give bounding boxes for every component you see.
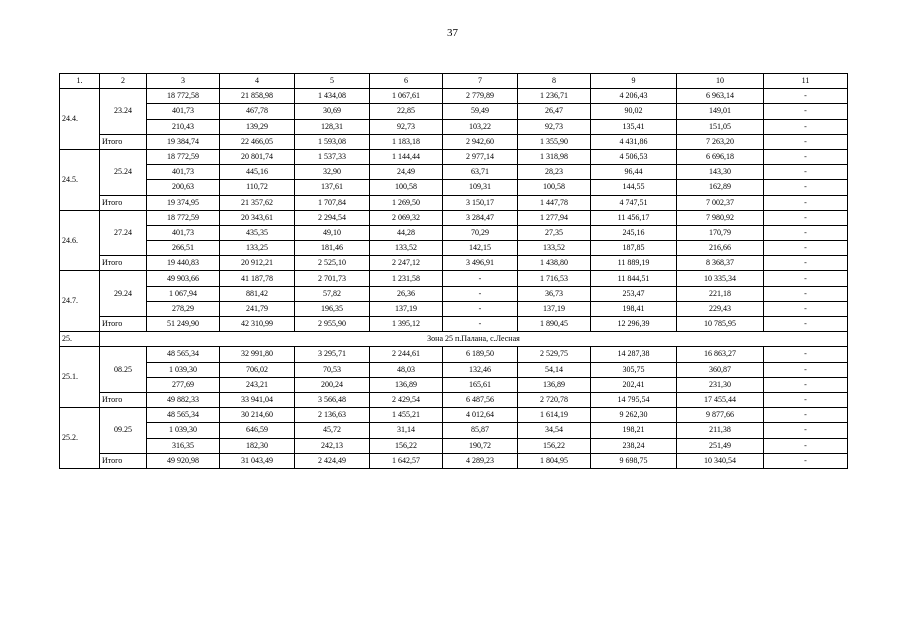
value-cell: 92,73 xyxy=(518,119,591,134)
header-cell: 1. xyxy=(60,74,100,89)
value-cell: 200,63 xyxy=(147,180,220,195)
total-cell: 1 890,45 xyxy=(518,317,591,332)
value-cell: 143,30 xyxy=(677,165,764,180)
total-cell: 33 941,04 xyxy=(220,392,295,407)
value-cell: 92,73 xyxy=(370,119,443,134)
value-cell: 2 244,61 xyxy=(370,347,443,362)
value-cell: 1 144,44 xyxy=(370,149,443,164)
value-cell: 133,25 xyxy=(220,241,295,256)
value-cell: 137,19 xyxy=(370,301,443,316)
value-cell: 435,35 xyxy=(220,225,295,240)
value-cell: 44,28 xyxy=(370,225,443,240)
total-label: Итого xyxy=(100,392,147,407)
table-row xyxy=(60,408,848,423)
table-row xyxy=(60,89,848,104)
value-cell: 14 287,38 xyxy=(591,347,677,362)
total-cell: 7 263,20 xyxy=(677,134,764,149)
total-cell: 3 150,17 xyxy=(443,195,518,210)
value-cell: - xyxy=(764,89,848,104)
value-cell: 198,21 xyxy=(591,423,677,438)
tariff-table xyxy=(59,73,848,469)
value-cell: 128,31 xyxy=(295,119,370,134)
total-cell: 11 889,19 xyxy=(591,256,677,271)
value-cell: 278,29 xyxy=(147,301,220,316)
value-cell: 18 772,58 xyxy=(147,89,220,104)
value-cell: 646,59 xyxy=(220,423,295,438)
value-cell: 165,61 xyxy=(443,377,518,392)
total-label: Итого xyxy=(100,453,147,468)
table-row xyxy=(60,180,848,195)
total-cell: 2 720,78 xyxy=(518,392,591,407)
value-cell: 32,90 xyxy=(295,165,370,180)
total-cell: 42 310,99 xyxy=(220,317,295,332)
value-cell: 26,36 xyxy=(370,286,443,301)
total-cell: 22 466,05 xyxy=(220,134,295,149)
total-cell: 1 593,08 xyxy=(295,134,370,149)
value-cell: 253,47 xyxy=(591,286,677,301)
total-row xyxy=(60,256,848,271)
value-cell: 360,87 xyxy=(677,362,764,377)
total-cell: - xyxy=(764,453,848,468)
group-code: 25.2. xyxy=(60,408,100,469)
value-cell: 109,31 xyxy=(443,180,518,195)
value-cell: 445,16 xyxy=(220,165,295,180)
header-cell: 2 xyxy=(100,74,147,89)
value-cell: 229,43 xyxy=(677,301,764,316)
value-cell: 6 963,14 xyxy=(677,89,764,104)
total-cell: - xyxy=(764,392,848,407)
table-row xyxy=(60,165,848,180)
value-cell: 221,18 xyxy=(677,286,764,301)
total-cell: 49 882,33 xyxy=(147,392,220,407)
zone-title: Зона 25 п.Палана, с.Лесная xyxy=(100,332,848,347)
value-cell: - xyxy=(764,104,848,119)
total-row xyxy=(60,317,848,332)
table-row xyxy=(60,225,848,240)
value-cell: 149,01 xyxy=(677,104,764,119)
group-code: 24.7. xyxy=(60,271,100,332)
value-cell: 242,13 xyxy=(295,438,370,453)
value-cell: 156,22 xyxy=(370,438,443,453)
total-cell: 2 942,60 xyxy=(443,134,518,149)
value-cell: 137,19 xyxy=(518,301,591,316)
value-cell: 26,47 xyxy=(518,104,591,119)
value-cell: 316,35 xyxy=(147,438,220,453)
total-label: Итого xyxy=(100,256,147,271)
header-cell: 10 xyxy=(677,74,764,89)
value-cell: 24,49 xyxy=(370,165,443,180)
value-cell: - xyxy=(443,271,518,286)
table-row xyxy=(60,241,848,256)
total-cell: 1 183,18 xyxy=(370,134,443,149)
header-cell: 5 xyxy=(295,74,370,89)
header-cell: 11 xyxy=(764,74,848,89)
table-row xyxy=(60,438,848,453)
value-cell: 1 067,61 xyxy=(370,89,443,104)
total-label: Итого xyxy=(100,134,147,149)
value-cell: 1 236,71 xyxy=(518,89,591,104)
value-cell: 706,02 xyxy=(220,362,295,377)
value-cell: 1 716,53 xyxy=(518,271,591,286)
value-cell: 27,35 xyxy=(518,225,591,240)
value-cell: 137,61 xyxy=(295,180,370,195)
value-cell: 133,52 xyxy=(370,241,443,256)
value-cell: - xyxy=(764,408,848,423)
value-cell: 277,69 xyxy=(147,377,220,392)
value-cell: 16 863,27 xyxy=(677,347,764,362)
value-cell: 181,46 xyxy=(295,241,370,256)
total-cell: 1 804,95 xyxy=(518,453,591,468)
value-cell: 132,46 xyxy=(443,362,518,377)
value-cell: 198,41 xyxy=(591,301,677,316)
total-cell: 1 355,90 xyxy=(518,134,591,149)
group-sub: 25.24 xyxy=(100,149,147,195)
value-cell: 401,73 xyxy=(147,225,220,240)
value-cell: 4 206,43 xyxy=(591,89,677,104)
group-code: 24.6. xyxy=(60,210,100,271)
total-cell: 12 296,39 xyxy=(591,317,677,332)
zone-code: 25. xyxy=(60,332,100,347)
value-cell: 7 980,92 xyxy=(677,210,764,225)
value-cell: 49,10 xyxy=(295,225,370,240)
total-cell: 1 447,78 xyxy=(518,195,591,210)
value-cell: 103,22 xyxy=(443,119,518,134)
value-cell: 1 039,30 xyxy=(147,423,220,438)
value-cell: 6 189,50 xyxy=(443,347,518,362)
value-cell: 1 231,58 xyxy=(370,271,443,286)
value-cell: 881,42 xyxy=(220,286,295,301)
value-cell: - xyxy=(764,241,848,256)
value-cell: 54,14 xyxy=(518,362,591,377)
value-cell: 241,79 xyxy=(220,301,295,316)
value-cell: 70,53 xyxy=(295,362,370,377)
value-cell: 6 696,18 xyxy=(677,149,764,164)
table-row xyxy=(60,149,848,164)
value-cell: 3 284,47 xyxy=(443,210,518,225)
value-cell: - xyxy=(764,377,848,392)
header-cell: 4 xyxy=(220,74,295,89)
total-cell: 2 955,90 xyxy=(295,317,370,332)
table-row xyxy=(60,286,848,301)
value-cell: 144,55 xyxy=(591,180,677,195)
value-cell: 48 565,34 xyxy=(147,408,220,423)
value-cell: 2 294,54 xyxy=(295,210,370,225)
value-cell: - xyxy=(764,165,848,180)
table-row xyxy=(60,271,848,286)
total-cell: 4 747,51 xyxy=(591,195,677,210)
group-sub: 27.24 xyxy=(100,210,147,256)
value-cell: 1 318,98 xyxy=(518,149,591,164)
total-label: Итого xyxy=(100,317,147,332)
value-cell: 1 039,30 xyxy=(147,362,220,377)
value-cell: 170,79 xyxy=(677,225,764,240)
total-cell: 1 438,80 xyxy=(518,256,591,271)
total-cell: 31 043,49 xyxy=(220,453,295,468)
value-cell: - xyxy=(764,225,848,240)
table-row xyxy=(60,347,848,362)
total-cell: - xyxy=(764,134,848,149)
value-cell: 162,89 xyxy=(677,180,764,195)
value-cell: 70,29 xyxy=(443,225,518,240)
value-cell: 21 858,98 xyxy=(220,89,295,104)
total-row xyxy=(60,392,848,407)
value-cell: 30,69 xyxy=(295,104,370,119)
total-cell: - xyxy=(764,317,848,332)
total-cell: 21 357,62 xyxy=(220,195,295,210)
total-cell: 1 642,57 xyxy=(370,453,443,468)
value-cell: 200,24 xyxy=(295,377,370,392)
value-cell: 11 844,51 xyxy=(591,271,677,286)
value-cell: 133,52 xyxy=(518,241,591,256)
value-cell: 59,49 xyxy=(443,104,518,119)
value-cell: - xyxy=(764,423,848,438)
total-cell: - xyxy=(764,256,848,271)
total-cell: 2 525,10 xyxy=(295,256,370,271)
table-row xyxy=(60,301,848,316)
value-cell: 2 977,14 xyxy=(443,149,518,164)
value-cell: 136,89 xyxy=(370,377,443,392)
value-cell: 9 262,30 xyxy=(591,408,677,423)
value-cell: 245,16 xyxy=(591,225,677,240)
value-cell: 32 991,80 xyxy=(220,347,295,362)
value-cell: 238,24 xyxy=(591,438,677,453)
value-cell: 100,58 xyxy=(370,180,443,195)
value-cell: 63,71 xyxy=(443,165,518,180)
group-sub: 29.24 xyxy=(100,271,147,317)
value-cell: 196,35 xyxy=(295,301,370,316)
total-cell: 19 384,74 xyxy=(147,134,220,149)
value-cell: 211,38 xyxy=(677,423,764,438)
value-cell: 151,05 xyxy=(677,119,764,134)
total-cell: 7 002,37 xyxy=(677,195,764,210)
value-cell: 18 772,59 xyxy=(147,149,220,164)
value-cell: 96,44 xyxy=(591,165,677,180)
header-row xyxy=(60,74,848,89)
value-cell: - xyxy=(764,149,848,164)
value-cell: 48,03 xyxy=(370,362,443,377)
value-cell: 251,49 xyxy=(677,438,764,453)
value-cell: 1 614,19 xyxy=(518,408,591,423)
total-row xyxy=(60,134,848,149)
total-cell: 6 487,56 xyxy=(443,392,518,407)
value-cell: 20 801,74 xyxy=(220,149,295,164)
table-row xyxy=(60,362,848,377)
value-cell: 1 434,08 xyxy=(295,89,370,104)
total-label: Итого xyxy=(100,195,147,210)
value-cell: 36,73 xyxy=(518,286,591,301)
value-cell: 57,82 xyxy=(295,286,370,301)
value-cell: 1 455,21 xyxy=(370,408,443,423)
group-code: 25.1. xyxy=(60,347,100,408)
value-cell: 231,30 xyxy=(677,377,764,392)
header-cell: 8 xyxy=(518,74,591,89)
total-cell: 51 249,90 xyxy=(147,317,220,332)
total-cell: 10 785,95 xyxy=(677,317,764,332)
value-cell: - xyxy=(764,301,848,316)
total-row xyxy=(60,195,848,210)
value-cell: 4 012,64 xyxy=(443,408,518,423)
value-cell: 202,41 xyxy=(591,377,677,392)
value-cell: 11 456,17 xyxy=(591,210,677,225)
header-cell: 9 xyxy=(591,74,677,89)
value-cell: - xyxy=(764,119,848,134)
group-code: 24.4. xyxy=(60,89,100,150)
value-cell: - xyxy=(443,301,518,316)
table-row xyxy=(60,119,848,134)
total-cell: 19 374,95 xyxy=(147,195,220,210)
value-cell: - xyxy=(764,210,848,225)
value-cell: 210,43 xyxy=(147,119,220,134)
value-cell: 401,73 xyxy=(147,165,220,180)
value-cell: 243,21 xyxy=(220,377,295,392)
table-row xyxy=(60,104,848,119)
group-sub: 23.24 xyxy=(100,89,147,135)
header-cell: 6 xyxy=(370,74,443,89)
zone-row xyxy=(60,332,848,347)
total-cell: 2 247,12 xyxy=(370,256,443,271)
value-cell: 34,54 xyxy=(518,423,591,438)
total-cell: 10 340,54 xyxy=(677,453,764,468)
total-cell: 2 424,49 xyxy=(295,453,370,468)
value-cell: 4 506,53 xyxy=(591,149,677,164)
total-cell: 17 455,44 xyxy=(677,392,764,407)
value-cell: 182,30 xyxy=(220,438,295,453)
value-cell: 28,23 xyxy=(518,165,591,180)
value-cell: 2 529,75 xyxy=(518,347,591,362)
group-sub: 08.25 xyxy=(100,347,147,393)
value-cell: 9 877,66 xyxy=(677,408,764,423)
value-cell: 142,15 xyxy=(443,241,518,256)
header-cell: 7 xyxy=(443,74,518,89)
value-cell: 2 779,89 xyxy=(443,89,518,104)
value-cell: - xyxy=(764,286,848,301)
value-cell: 216,66 xyxy=(677,241,764,256)
total-cell: - xyxy=(764,195,848,210)
total-cell: 8 368,37 xyxy=(677,256,764,271)
value-cell: 136,89 xyxy=(518,377,591,392)
page-number: 37 xyxy=(447,27,458,39)
value-cell: 467,78 xyxy=(220,104,295,119)
total-cell: 1 395,12 xyxy=(370,317,443,332)
value-cell: 156,22 xyxy=(518,438,591,453)
total-cell: 20 912,21 xyxy=(220,256,295,271)
value-cell: 30 214,60 xyxy=(220,408,295,423)
value-cell: 401,73 xyxy=(147,104,220,119)
value-cell: 100,58 xyxy=(518,180,591,195)
header-cell: 3 xyxy=(147,74,220,89)
value-cell: 41 187,78 xyxy=(220,271,295,286)
table-row xyxy=(60,423,848,438)
value-cell: 90,02 xyxy=(591,104,677,119)
value-cell: 85,87 xyxy=(443,423,518,438)
value-cell: - xyxy=(764,180,848,195)
total-cell: 9 698,75 xyxy=(591,453,677,468)
total-cell: 19 440,83 xyxy=(147,256,220,271)
value-cell: - xyxy=(764,347,848,362)
value-cell: 110,72 xyxy=(220,180,295,195)
total-cell: 4 431,86 xyxy=(591,134,677,149)
value-cell: 266,51 xyxy=(147,241,220,256)
value-cell: 2 136,63 xyxy=(295,408,370,423)
total-cell: 4 289,23 xyxy=(443,453,518,468)
value-cell: 10 335,34 xyxy=(677,271,764,286)
value-cell: - xyxy=(764,362,848,377)
value-cell: 305,75 xyxy=(591,362,677,377)
total-cell: 49 920,98 xyxy=(147,453,220,468)
total-cell: - xyxy=(443,317,518,332)
group-sub: 09.25 xyxy=(100,408,147,454)
total-cell: 3 496,91 xyxy=(443,256,518,271)
value-cell: 22,85 xyxy=(370,104,443,119)
value-cell: 1 537,33 xyxy=(295,149,370,164)
total-cell: 1 269,50 xyxy=(370,195,443,210)
value-cell: 2 069,32 xyxy=(370,210,443,225)
value-cell: 18 772,59 xyxy=(147,210,220,225)
value-cell: 135,41 xyxy=(591,119,677,134)
total-cell: 1 707,84 xyxy=(295,195,370,210)
value-cell: - xyxy=(764,438,848,453)
value-cell: 187,85 xyxy=(591,241,677,256)
total-row xyxy=(60,453,848,468)
value-cell: 3 295,71 xyxy=(295,347,370,362)
table-row xyxy=(60,210,848,225)
value-cell: 1 067,94 xyxy=(147,286,220,301)
value-cell: 2 701,73 xyxy=(295,271,370,286)
value-cell: 20 343,61 xyxy=(220,210,295,225)
value-cell: 49 903,66 xyxy=(147,271,220,286)
value-cell: 31,14 xyxy=(370,423,443,438)
table-row xyxy=(60,377,848,392)
value-cell: - xyxy=(764,271,848,286)
value-cell: - xyxy=(443,286,518,301)
group-code: 24.5. xyxy=(60,149,100,210)
value-cell: 190,72 xyxy=(443,438,518,453)
value-cell: 48 565,34 xyxy=(147,347,220,362)
value-cell: 1 277,94 xyxy=(518,210,591,225)
value-cell: 45,72 xyxy=(295,423,370,438)
total-cell: 2 429,54 xyxy=(370,392,443,407)
total-cell: 3 566,48 xyxy=(295,392,370,407)
total-cell: 14 795,54 xyxy=(591,392,677,407)
value-cell: 139,29 xyxy=(220,119,295,134)
